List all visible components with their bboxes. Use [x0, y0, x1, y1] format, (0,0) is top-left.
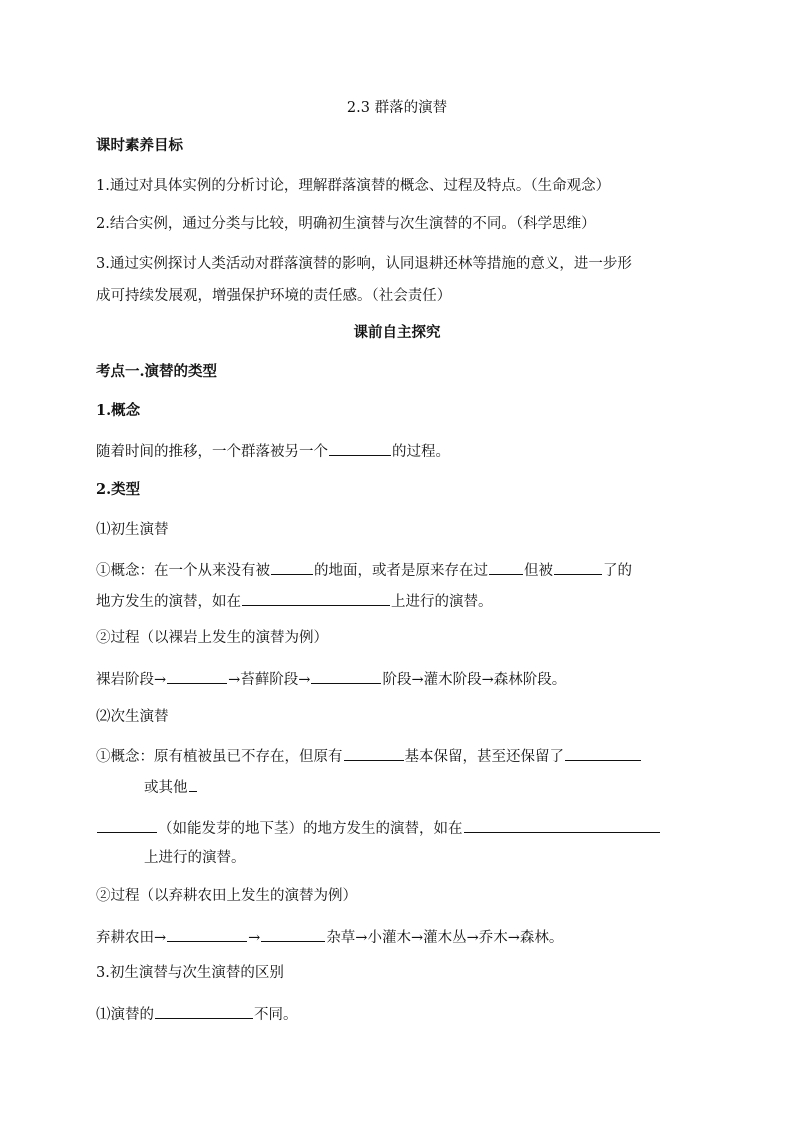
- primary-concept-line-2: [96, 590, 706, 612]
- secondary-process-text: 杂草→小灌木→灌木丛→乔木→森林。: [326, 930, 564, 946]
- primary-concept-text: ①概念：在一个从来没有被: [96, 563, 270, 579]
- fill-blank[interactable]: [167, 926, 247, 942]
- secondary-process-text: 弃耕农田→: [96, 930, 167, 946]
- difference-text: 不同。: [254, 1007, 298, 1023]
- primary-process-text: 裸岩阶段→: [96, 672, 167, 688]
- primary-process-heading: ②过程（以裸岩上发生的演替为例）: [96, 630, 328, 646]
- primary-process-text: →苔藓阶段→: [228, 672, 311, 688]
- secondary-concept-line-1: [96, 745, 706, 767]
- point-1-heading: 考点一.演替的类型: [96, 363, 218, 380]
- concept-text-a: 随着时间的推移，一个群落被另一个: [96, 444, 328, 460]
- primary-process-line: [96, 668, 706, 690]
- fill-blank[interactable]: [167, 668, 227, 684]
- concept-text-b: 的过程。: [392, 444, 450, 460]
- secondary-process-text: →: [248, 930, 261, 946]
- goal-3-line-1: 3.通过实例探讨人类活动对群落演替的影响，认同退耕还林等措施的意义，进一步形: [96, 256, 632, 272]
- fill-blank[interactable]: [464, 817, 660, 833]
- primary-concept-text: 了的: [603, 563, 632, 579]
- doc-title: 2.3 群落的演替: [346, 100, 448, 116]
- fill-blank[interactable]: [565, 745, 641, 761]
- fill-blank[interactable]: [271, 559, 313, 575]
- concept-heading: 1.概念: [96, 402, 141, 419]
- secondary-concept-line-3: [96, 817, 706, 839]
- secondary-concept-text: （如能发芽的地下茎）的地方发生的演替，如在: [158, 821, 463, 837]
- secondary-process-heading: ②过程（以弃耕农田上发生的演替为例）: [96, 888, 357, 904]
- difference-item-1: [96, 1003, 706, 1025]
- fill-blank[interactable]: [311, 668, 381, 684]
- primary-concept-text: 但被: [524, 563, 553, 579]
- goal-3-line-2: 成可持续发展观，增强保护环境的责任感。（社会责任）: [96, 288, 452, 304]
- fill-blank[interactable]: [554, 559, 602, 575]
- types-heading: 2.类型: [96, 481, 141, 498]
- secondary-concept-text: ①概念：原有植被虽已不存在，但原有: [96, 749, 343, 765]
- primary-concept-text: 上进行的演替。: [391, 594, 493, 610]
- fill-blank[interactable]: [329, 440, 391, 456]
- section-heading: 课前自主探究: [353, 324, 441, 341]
- fill-blank[interactable]: [242, 590, 390, 606]
- secondary-concept-line-4: 上进行的演替。: [144, 850, 246, 866]
- primary-heading: ⑴初生演替: [96, 522, 169, 538]
- secondary-heading: ⑵次生演替: [96, 709, 169, 725]
- fill-blank[interactable]: [97, 817, 157, 833]
- primary-concept-line-1: [96, 559, 706, 581]
- secondary-concept-line-2: [144, 776, 754, 798]
- primary-concept-text: 地方发生的演替，如在: [96, 594, 241, 610]
- secondary-concept-text: 或其他: [144, 780, 188, 796]
- primary-concept-text: 的地面，或者是原来存在过: [314, 563, 488, 579]
- secondary-process-line: [96, 926, 706, 948]
- fill-blank[interactable]: [155, 1003, 253, 1019]
- fill-blank[interactable]: [261, 926, 325, 942]
- concept-line: [96, 440, 706, 462]
- difference-heading: 3.初生演替与次生演替的区别: [96, 965, 284, 981]
- difference-text: ⑴演替的: [96, 1007, 154, 1023]
- fill-blank[interactable]: [344, 745, 404, 761]
- goal-1: 1.通过对具体实例的分析讨论，理解群落演替的概念、过程及特点。（生命观念）: [96, 178, 611, 194]
- goals-heading: 课时素养目标: [96, 137, 183, 154]
- goal-2: 2.结合实例，通过分类与比较，明确初生演替与次生演替的不同。（科学思维）: [96, 216, 596, 232]
- primary-process-text: 阶段→灌木阶段→森林阶段。: [382, 672, 567, 688]
- fill-blank[interactable]: [489, 559, 523, 575]
- secondary-concept-text: 基本保留，甚至还保留了: [404, 749, 564, 765]
- fill-blank[interactable]: [189, 776, 197, 792]
